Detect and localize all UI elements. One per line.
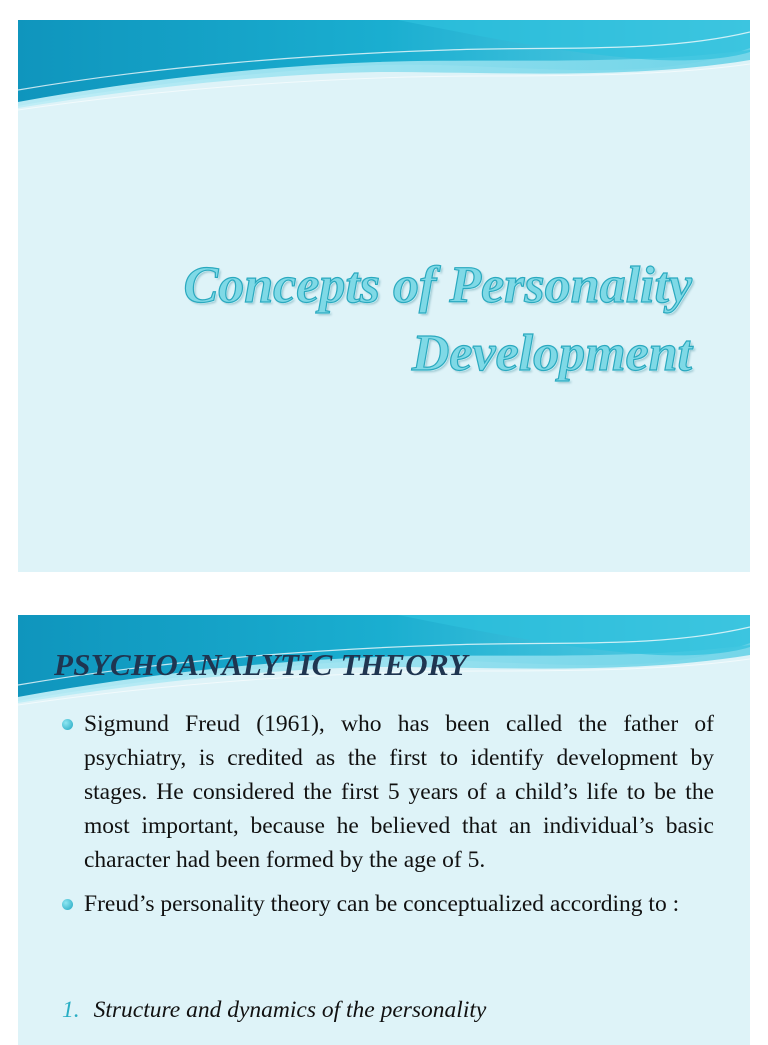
item-number: 1. [62,997,80,1023]
bullet-list [66,707,714,931]
header-wave-decoration [18,20,750,120]
bullet-item: Sigmund Freud (1961), who has been called the father of psychiatry, is credited as the first to identify development by stages. He considered the first 5 years of a child’s life to be the most important, because he believed that an individual’s basic character had been formed by the age of 5. [66,707,714,877]
bullet-item: Freud’s personality theory can be conceptualized according to : [66,887,714,921]
item-text: Structure and dynamics of the personality [93,997,487,1023]
slide-2 [18,615,750,1045]
title-line-1: Concepts of Personality [183,257,692,314]
presentation-title [184,252,692,388]
title-line-2: Development [411,325,692,382]
slide-title: PSYCHOANALYTIC THEORY [54,647,468,682]
numbered-item [62,993,486,1027]
slide-1 [18,20,750,572]
